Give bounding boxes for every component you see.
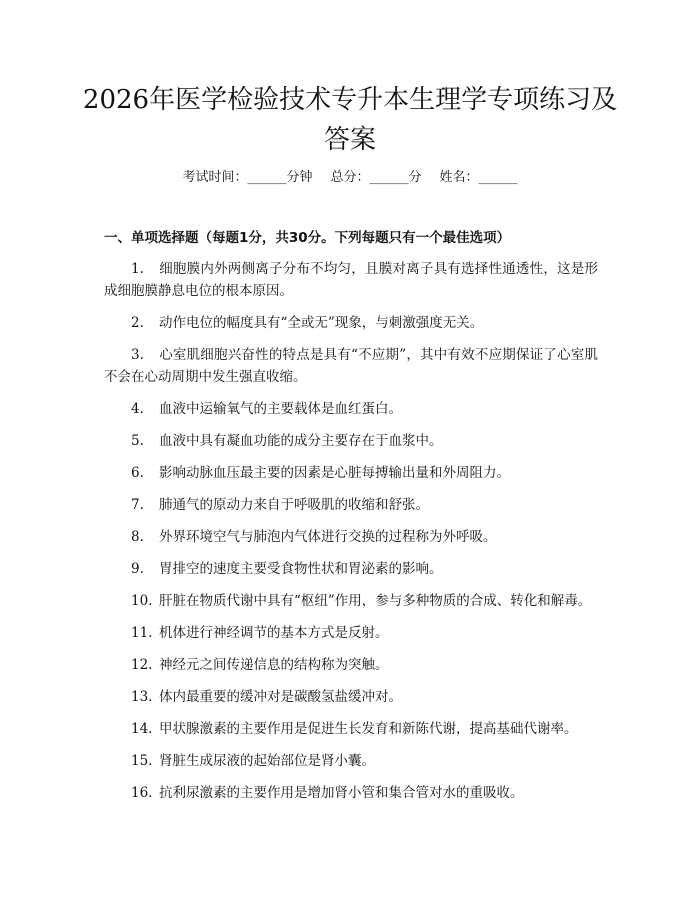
question-text: 影响动脉血压最主要的因素是心脏每搏输出量和外周阻力。 <box>159 465 510 481</box>
question-number: 15. <box>131 753 153 769</box>
question-number: 9. <box>131 561 144 577</box>
question-list <box>104 258 598 814</box>
question-number: 10. <box>131 593 153 609</box>
question-text: 神经元之间传递信息的结构称为突触。 <box>159 657 389 673</box>
question-text: 肾脏生成尿液的起始部位是肾小囊。 <box>159 753 375 769</box>
question-item <box>104 654 598 676</box>
question-item <box>104 258 598 302</box>
question-text: 抗利尿激素的主要作用是增加肾小管和集合管对水的重吸收。 <box>159 785 524 801</box>
question-item <box>104 312 598 334</box>
question-item <box>104 494 598 516</box>
document-title: 2026年医学检验技术专升本生理学专项练习及答案 <box>82 85 618 155</box>
question-text: 肺通气的原动力来自于呼吸肌的收缩和舒张。 <box>159 497 429 513</box>
question-number: 1. <box>131 261 144 277</box>
question-number: 12. <box>131 657 153 673</box>
question-text: 细胞膜内外两侧离子分布不均匀，且膜对离子具有选择性通透性，这是形成细胞膜静息电位的根本原因。 <box>104 261 598 299</box>
question-number: 5. <box>131 433 144 449</box>
question-number: 6. <box>131 465 144 481</box>
question-item <box>104 686 598 708</box>
question-number: 7. <box>131 497 144 513</box>
question-text: 甲状腺激素的主要作用是促进生长发育和新陈代谢，提高基础代谢率。 <box>159 721 578 737</box>
exam-meta <box>0 168 700 188</box>
question-item <box>104 344 598 388</box>
question-item <box>104 782 598 804</box>
question-number: 2. <box>131 315 144 331</box>
total-score-label: 总分：______分 <box>330 170 422 185</box>
question-item <box>104 462 598 484</box>
question-text: 动作电位的幅度具有“全或无”现象，与刺激强度无关。 <box>159 315 484 331</box>
question-item <box>104 718 598 740</box>
question-item <box>104 558 598 580</box>
question-text: 心室肌细胞兴奋性的特点是具有“不应期”，其中有效不应期保证了心室肌不会在心动周期中发生强直收缩。 <box>104 347 598 385</box>
question-number: 3. <box>131 347 144 363</box>
question-number: 11. <box>131 625 153 641</box>
question-item <box>104 750 598 772</box>
question-text: 胃排空的速度主要受食物性状和胃泌素的影响。 <box>159 561 443 577</box>
question-number: 8. <box>131 529 144 545</box>
question-text: 血液中具有凝血功能的成分主要存在于血浆中。 <box>159 433 443 449</box>
exam-time-label: 考试时间：______分钟 <box>182 170 313 185</box>
question-item <box>104 430 598 452</box>
question-number: 16. <box>131 785 153 801</box>
question-text: 肝脏在物质代谢中具有“枢纽”作用，参与多种物质的合成、转化和解毒。 <box>159 593 592 609</box>
question-text: 外界环境空气与肺泡内气体进行交换的过程称为外呼吸。 <box>159 529 497 545</box>
question-number: 13. <box>131 689 153 705</box>
name-label: 姓名：______ <box>439 170 518 185</box>
question-text: 体内最重要的缓冲对是碳酸氢盐缓冲对。 <box>159 689 402 705</box>
question-number: 14. <box>131 721 153 737</box>
question-text: 血液中运输氧气的主要载体是血红蛋白。 <box>159 401 402 417</box>
question-item <box>104 622 598 644</box>
question-item <box>104 526 598 548</box>
question-item <box>104 398 598 420</box>
question-item <box>104 590 598 612</box>
question-text: 机体进行神经调节的基本方式是反射。 <box>159 625 389 641</box>
section-heading: 一、单项选择题（每题1分，共30分。下列每题只有一个最佳选项） <box>104 230 511 246</box>
question-number: 4. <box>131 401 144 417</box>
